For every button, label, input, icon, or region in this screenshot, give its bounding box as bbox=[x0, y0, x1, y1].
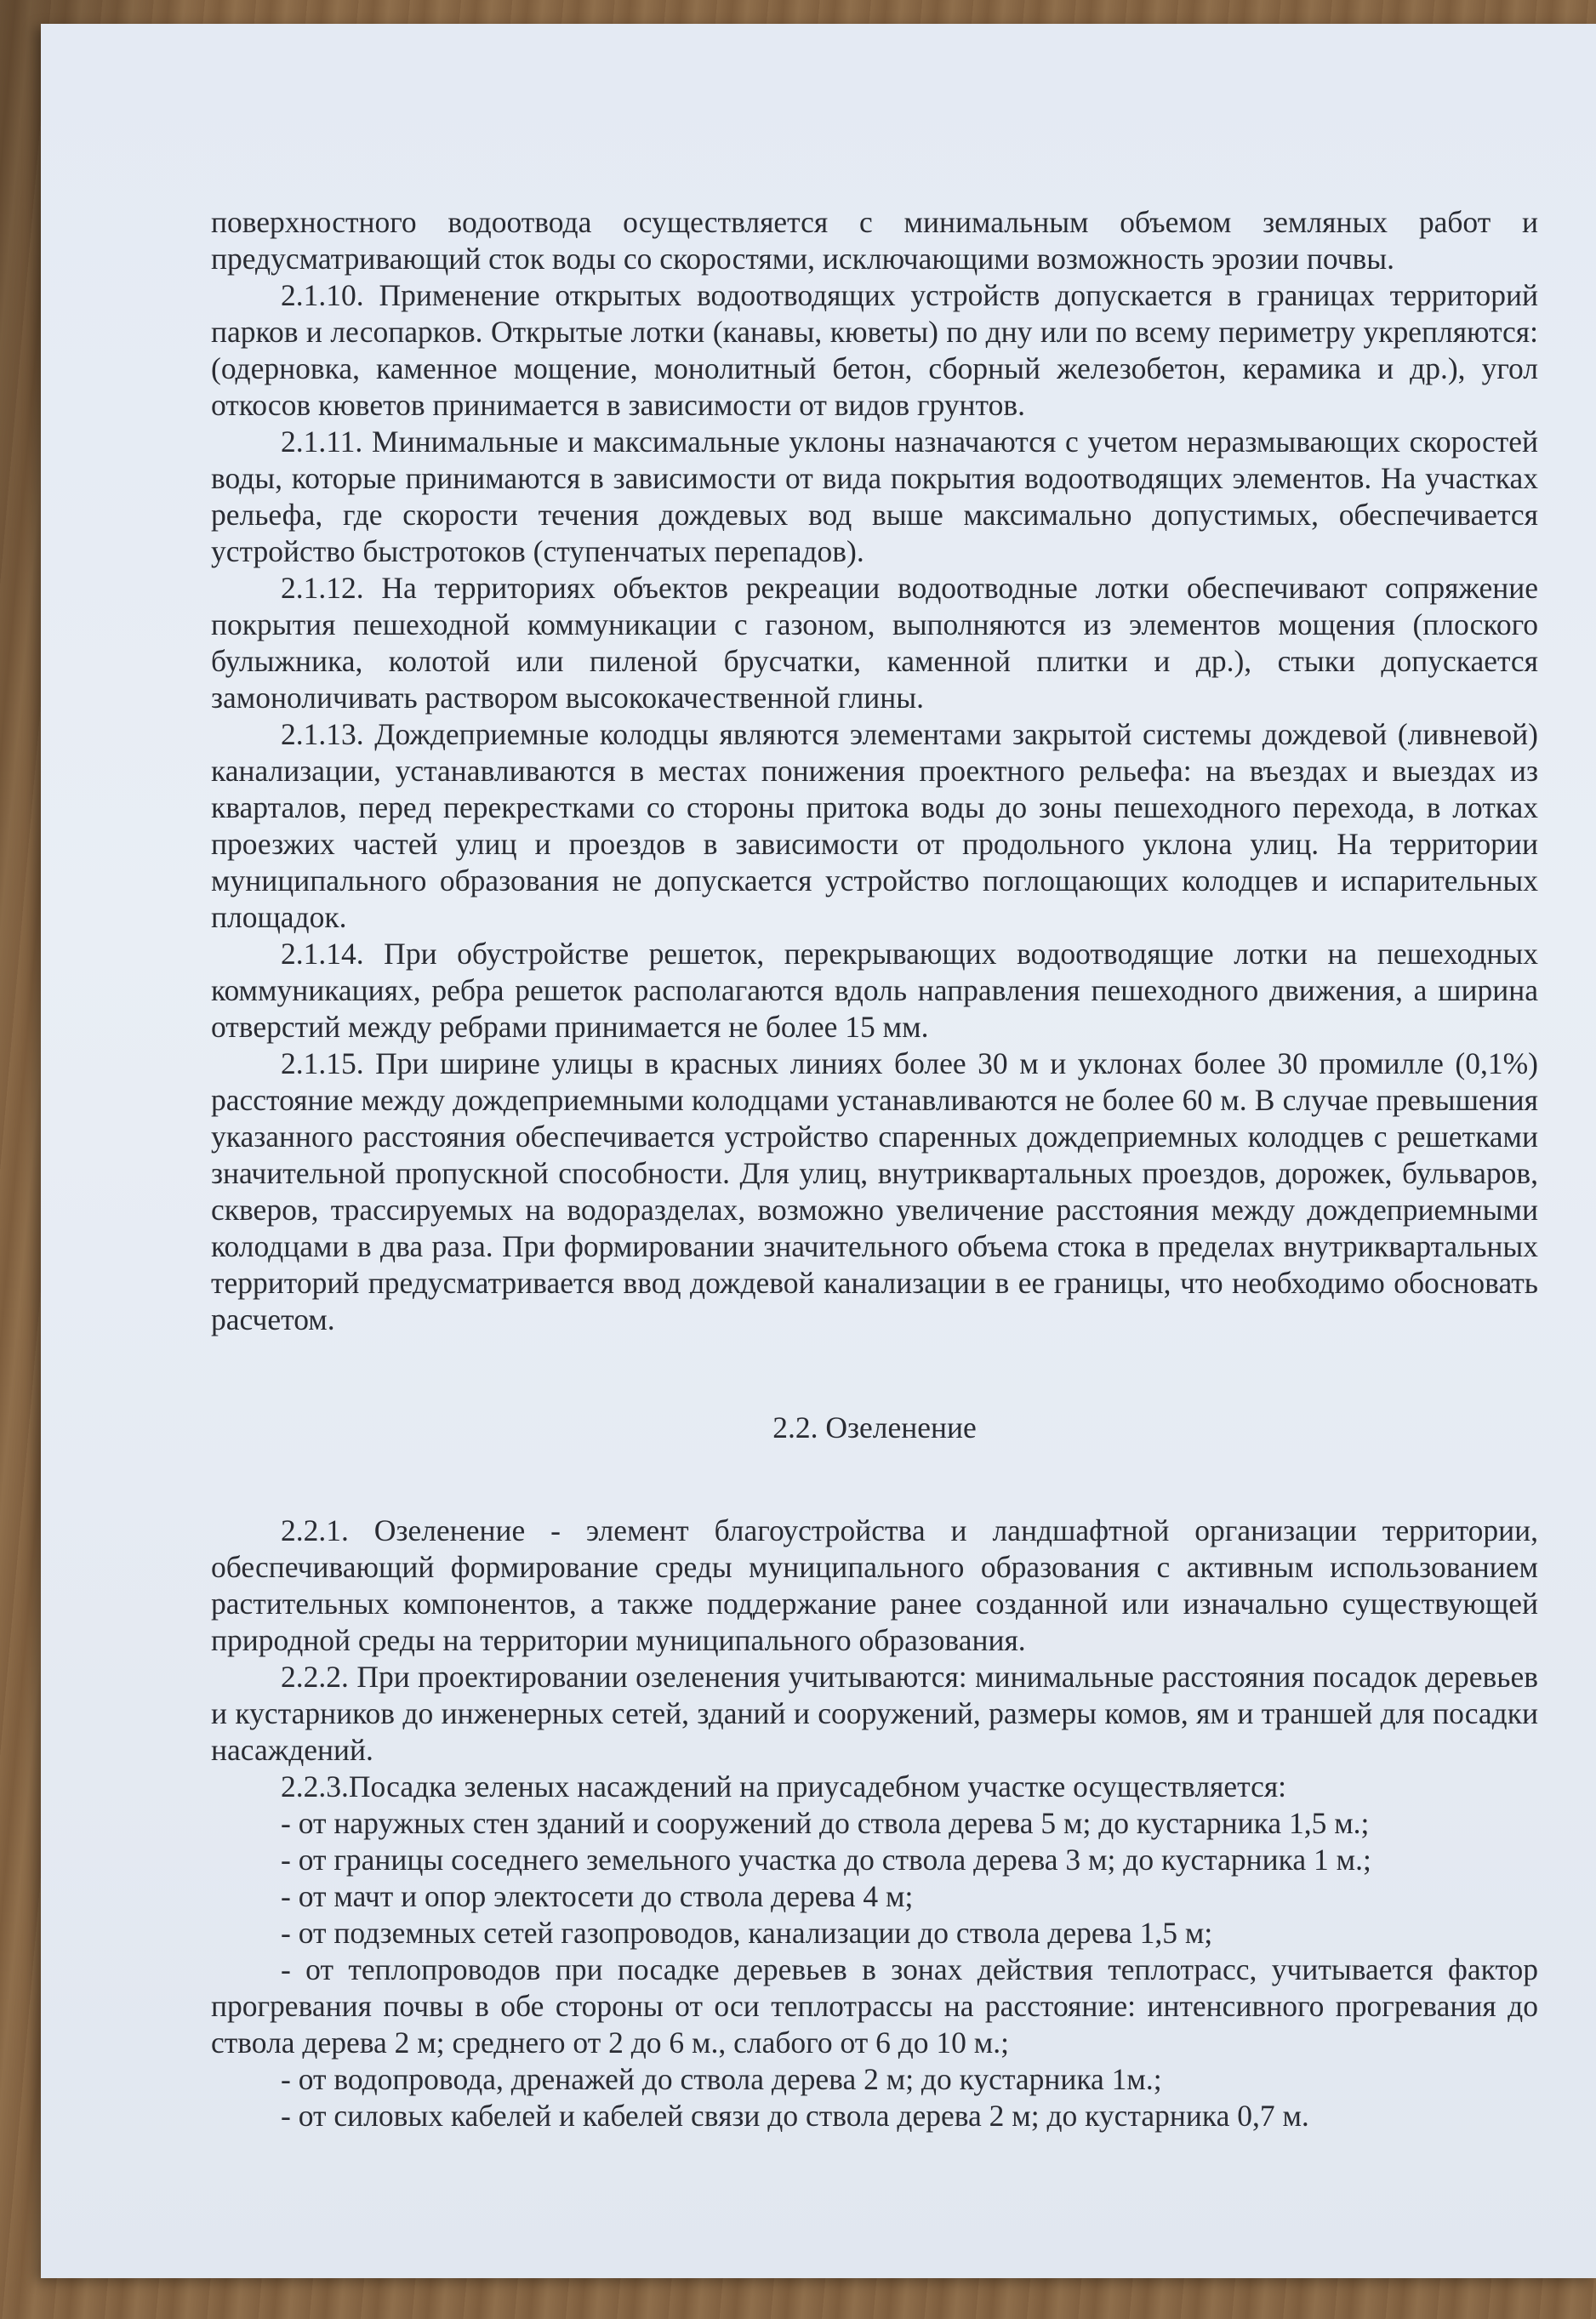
list-item: - от мачт и опор электосети до ствола дерева 4 м; bbox=[281, 1879, 914, 1913]
paragraph-2-1-13: 2.1.13. Дождеприемные колодцы являются элементами закрытой системы дождевой (ливневой) канализации, устанавливаются в местах понижения проектного рельефа: на въездах и выездах из кварталов, перед перекрестками со стороны притока воды до зоны пешеходного перехода, в лотках проезжих частей улиц и проездов в зависимости от продольного уклона улиц. На территории муниципального образования не допускается устройство поглощающих колодцев и испарительных площадок. bbox=[211, 717, 1538, 934]
paragraph-2-1-11: 2.1.11. Минимальные и максимальные уклоны назначаются с учетом неразмывающих скоростей воды, которые принимаются в зависимости от вида покрытия водоотводящих элементов. На участках рельефа, где скорости течения дождевых вод выше максимально допустимых, обеспечивается устройство быстротоков (ступенчатых перепадов). bbox=[211, 424, 1538, 568]
list-item: - от границы соседнего земельного участка до ствола дерева 3 м; до кустарника 1 м.; bbox=[281, 1843, 1371, 1877]
paragraph-2-2-1: 2.2.1. Озеленение - элемент благоустройства и ландшафтной организации территории, обеспечивающий формирование среды муниципального образования с активным использованием растительных компонентов, а также поддержание ранее созданной или изначально существующей природной среды на территории муниципального образования. bbox=[211, 1513, 1538, 1657]
paragraph-2-2-3: 2.2.3.Посадка зеленых насаждений на приусадебном участке осуществляется: bbox=[281, 1769, 1287, 1803]
list-item: - от подземных сетей газопроводов, канализации до ствола дерева 1,5 м; bbox=[281, 1916, 1213, 1950]
list-item: - от силовых кабелей и кабелей связи до ствола дерева 2 м; до кустарника 0,7 м. bbox=[281, 2099, 1309, 2133]
section-heading: 2.2. Озеленение bbox=[772, 1410, 977, 1444]
paragraph-2-1-10: 2.1.10. Применение открытых водоотводящих устройств допускается в границах территорий парков и лесопарков. Открытые лотки (канавы, кюветы) по дну или по всему периметру укрепляются: (одерновка, каменное мощение, монолитный бетон, сборный железобетон, керамика и др.), угол откосов кюветов принимается в зависимости от видов грунтов. bbox=[211, 278, 1538, 422]
paragraph-2-1-12: 2.1.12. На территориях объектов рекреации водоотводные лотки обеспечивают сопряжение покрытия пешеходной коммуникации с газоном, выполняются из элементов мощения (плоского булыжника, колотой или пиленой брусчатки, каменной плитки и др.), стыки допускается замоноличивать раствором высококачественной глины. bbox=[211, 571, 1538, 715]
paragraph-continuation: поверхностного водоотвода осуществляется с минимальным объемом земляных работ и предусматривающий сток воды со скоростями, исключающими возможность эрозии почвы. bbox=[211, 205, 1538, 276]
list-item: - от наружных стен зданий и сооружений до ствола дерева 5 м; до кустарника 1,5 м.; bbox=[281, 1806, 1370, 1840]
paragraph-2-1-14: 2.1.14. При обустройстве решеток, перекрывающих водоотводящие лотки на пешеходных коммуникациях, ребра решеток располагаются вдоль направления пешеходного движения, а ширина отверстий между ребрами принимается не более 15 мм. bbox=[211, 937, 1538, 1044]
list-item: - от водопровода, дренажей до ствола дерева 2 м; до кустарника 1м.; bbox=[281, 2062, 1162, 2096]
paragraph-2-2-2: 2.2.2. При проектировании озеленения учитываются: минимальные расстояния посадок деревьев и кустарников до инженерных сетей, зданий и сооружений, размеры комов, ям и траншей для посадки насаждений. bbox=[211, 1660, 1538, 1767]
paragraph-2-1-15: 2.1.15. При ширине улицы в красных линиях более 30 м и уклонах более 30 промилле (0,1%) расстояние между дождеприемными колодцами устанавливаются не более 60 м. В случае превышения указанного расстояния обеспечивается устройство спаренных дождеприемных колодцев с решетками значительной пропускной способности. Для улиц, внутриквартальных проездов, дорожек, бульваров, скверов, трассируемых на водоразделах, возможно увеличение расстояния между дождеприемными колодцами в два раза. При формировании значительного объема стока в пределах внутриквартальных территорий предусматривается ввод дождевой канализации в ее границы, что необходимо обосновать расчетом. bbox=[211, 1046, 1538, 1336]
document-body bbox=[211, 204, 1538, 2134]
list-item: - от теплопроводов при посадке деревьев в зонах действия теплотрасс, учитывается фактор прогревания почвы в обе стороны от оси теплотрассы на расстояние: интенсивного прогревания до ствола дерева 2 м; среднего от 2 до 6 м., слабого от 6 до 10 м.; bbox=[211, 1952, 1538, 2060]
